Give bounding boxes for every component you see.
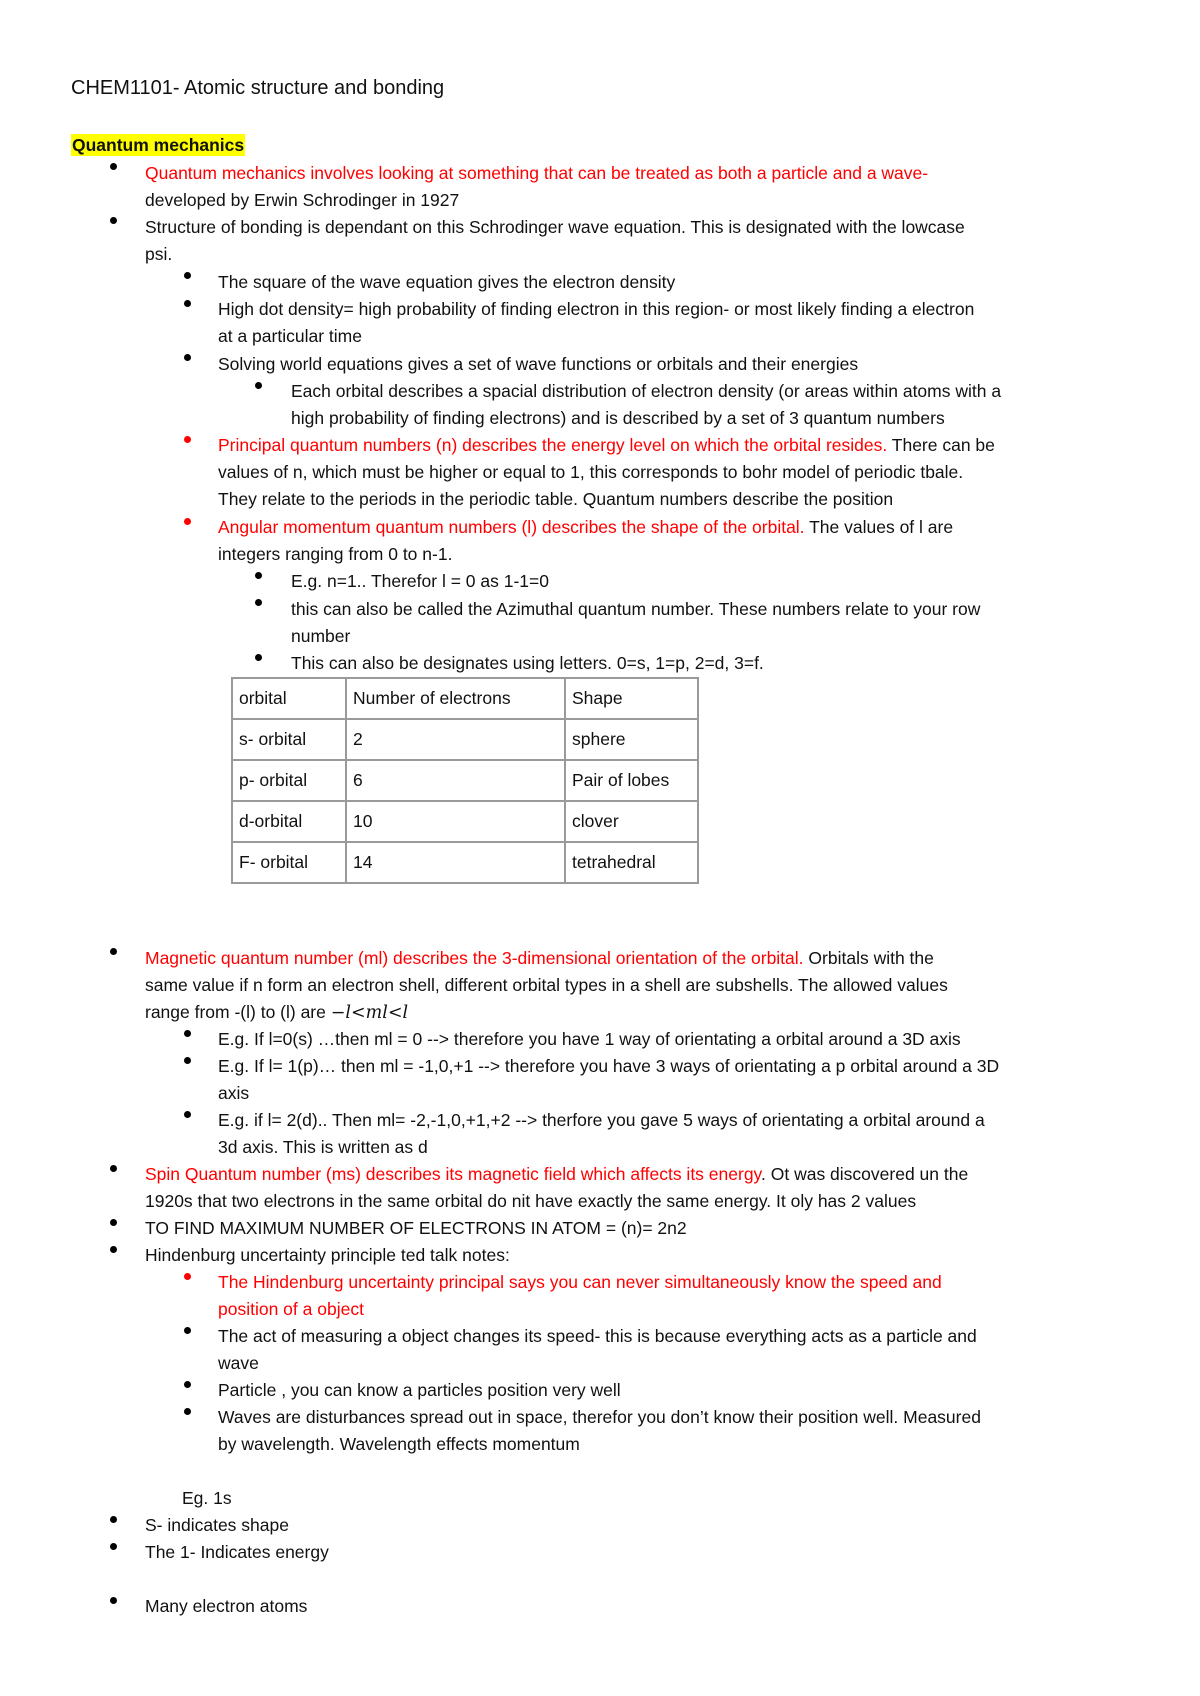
table-cell: s- orbital [232,719,346,760]
t1-line1: Each orbital describes a spacial distribution of electron density (or areas within atoms with a [291,381,1002,401]
table-cell: p- orbital [232,760,346,801]
b4-line2: 1920s that two electrons in the same orbital do nit have exactly the same energy. It oly has 2 values [145,1191,917,1211]
t4-line: This can also be designates using letters. 0=s, 1=p, 2=d, 3=f. [291,653,764,673]
bullet-icon [184,1030,191,1037]
orbital-table [231,677,699,884]
t3-line1: this can also be called the Azimuthal quantum number. These numbers relate to your row [291,599,981,619]
section-heading: Quantum mechanics [72,135,245,155]
b3-math-expr: −l<ml<l [330,1003,409,1023]
table-cell: sphere [565,719,698,760]
s6-line: E.g. If l=0(s) …then ml = 0 --> therefore you have 1 way of orientating a orbital around a 3D axis [218,1029,961,1049]
table-cell: F- orbital [232,842,346,883]
s3-line: Solving world equations gives a set of wave functions or orbitals and their energies [218,354,859,374]
bullet-icon [184,1273,191,1280]
bullet-icon [110,1543,117,1550]
s4-line1 [218,434,995,456]
s5-red-text: Angular momentum quantum numbers (l) describes the shape of the orbital. [218,517,805,537]
bullet-icon [110,1219,117,1226]
bullet-icon [184,300,191,307]
s12-line2: by wavelength. Wavelength effects momentum [218,1434,580,1454]
b7-line: S- indicates shape [145,1515,289,1535]
b3-black-text: Orbitals with the [803,948,934,968]
table-cell: Shape [565,678,698,719]
bullet-icon [110,217,117,224]
table-cell: orbital [232,678,346,719]
s5-line1 [218,516,953,538]
s10-line1: The act of measuring a object changes its speed- this is because everything acts as a particle and [218,1326,977,1346]
t2-line: E.g. n=1.. Therefor l = 0 as 1-1=0 [291,571,549,591]
s5-black-text: The values of l are [804,517,954,537]
b1-line1: Quantum mechanics involves looking at something that can be treated as both a particle and a wave- [145,163,929,183]
bullet-icon [255,654,262,661]
b2-line1: Structure of bonding is dependant on this Schrodinger wave equation. This is designated with the lowcase [145,217,965,237]
table-cell: 6 [346,760,565,801]
document-title: CHEM1101- Atomic structure and bonding [71,77,445,99]
bullet-icon [184,518,191,525]
s2-line2: at a particular time [218,326,362,346]
bullet-icon [184,1381,191,1388]
b3-line2: same value if n form an electron shell, different orbital types in a shell are subshells. The allowed values [145,975,948,995]
bullet-icon [184,1057,191,1064]
bullet-icon [184,436,191,443]
bullet-icon [184,354,191,361]
b3-line3 [145,1001,408,1024]
bullet-icon [255,572,262,579]
s8-line2: 3d axis. This is written as d [218,1137,428,1157]
table-row [232,678,698,719]
s4-line2: values of n, which must be higher or equal to 1, this corresponds to bohr model of periodic tbale. [218,462,964,482]
s2-line1: High dot density= high probability of finding electron in this region- or most likely finding a electron [218,299,975,319]
bullet-icon [184,1111,191,1118]
table-cell: 10 [346,801,565,842]
b2-line2: psi. [145,244,173,264]
bullet-icon [255,382,262,389]
b3-red-text: Magnetic quantum number (ml) describes the 3-dimensional orientation of the orbital. [145,948,804,968]
bullet-icon [110,948,117,955]
bullet-icon [110,1165,117,1172]
table-cell: clover [565,801,698,842]
s4-red-text: Principal quantum numbers (n) describes the energy level on which the orbital resides. [218,435,888,455]
bullet-icon [110,1516,117,1523]
b3-line1 [145,947,934,969]
s4-line3: They relate to the periods in the periodic table. Quantum numbers describe the position [218,489,894,509]
bullet-icon [255,599,262,606]
table-row [232,760,698,801]
table-row [232,801,698,842]
s4-black-text: There can be [887,435,995,455]
table-cell: d-orbital [232,801,346,842]
bullet-icon [184,1408,191,1415]
b8-line: The 1- Indicates energy [145,1542,329,1562]
b4-line1 [145,1163,968,1185]
s10-line2: wave [218,1353,259,1373]
b1-line2: developed by Erwin Schrodinger in 1927 [145,190,460,210]
table-cell: 14 [346,842,565,883]
table-row [232,719,698,760]
s8-line1: E.g. if l= 2(d).. Then ml= -2,-1,0,+1,+2 --> therfore you gave 5 ways of orientating a orbital around a [218,1110,985,1130]
bullet-icon [184,272,191,279]
table-row [232,842,698,883]
s11-line: Particle , you can know a particles position very well [218,1380,621,1400]
t3-line2: number [291,626,351,646]
b3-line3-text: range from -(l) to (l) are [145,1002,331,1022]
table-cell: 2 [346,719,565,760]
s9-line1: The Hindenburg uncertainty principal says you can never simultaneously know the speed and [218,1272,942,1292]
table-cell: Number of electrons [346,678,565,719]
s7-line1: E.g. If l= 1(p)… then ml = -1,0,+1 --> therefore you have 3 ways of orientating a p orbital around a 3D [218,1056,1000,1076]
s7-line2: axis [218,1083,250,1103]
t1-line2: high probability of finding electrons) and is described by a set of 3 quantum numbers [291,408,945,428]
b5-line: TO FIND MAXIMUM NUMBER OF ELECTRONS IN ATOM = (n)= 2n2 [145,1218,687,1238]
b4-black-text: . Ot was discovered un the [761,1164,969,1184]
table-cell: Pair of lobes [565,760,698,801]
bullet-icon [110,1597,117,1604]
s9-line2: position of a object [218,1299,364,1319]
b4-red-text: Spin Quantum number (ms) describes its magnetic field which affects its energy [145,1164,762,1184]
s5-line2: integers ranging from 0 to n-1. [218,544,453,564]
s12-line1: Waves are disturbances spread out in space, therefor you don’t know their position well. Measured [218,1407,981,1427]
bullet-icon [110,163,117,170]
table-cell: tetrahedral [565,842,698,883]
bullet-icon [110,1246,117,1253]
b9-line: Many electron atoms [145,1596,308,1616]
b6-line: Hindenburg uncertainty principle ted talk notes: [145,1245,510,1265]
example-line: Eg. 1s [182,1488,232,1508]
s1-line: The square of the wave equation gives the electron density [218,272,676,292]
bullet-icon [184,1327,191,1334]
